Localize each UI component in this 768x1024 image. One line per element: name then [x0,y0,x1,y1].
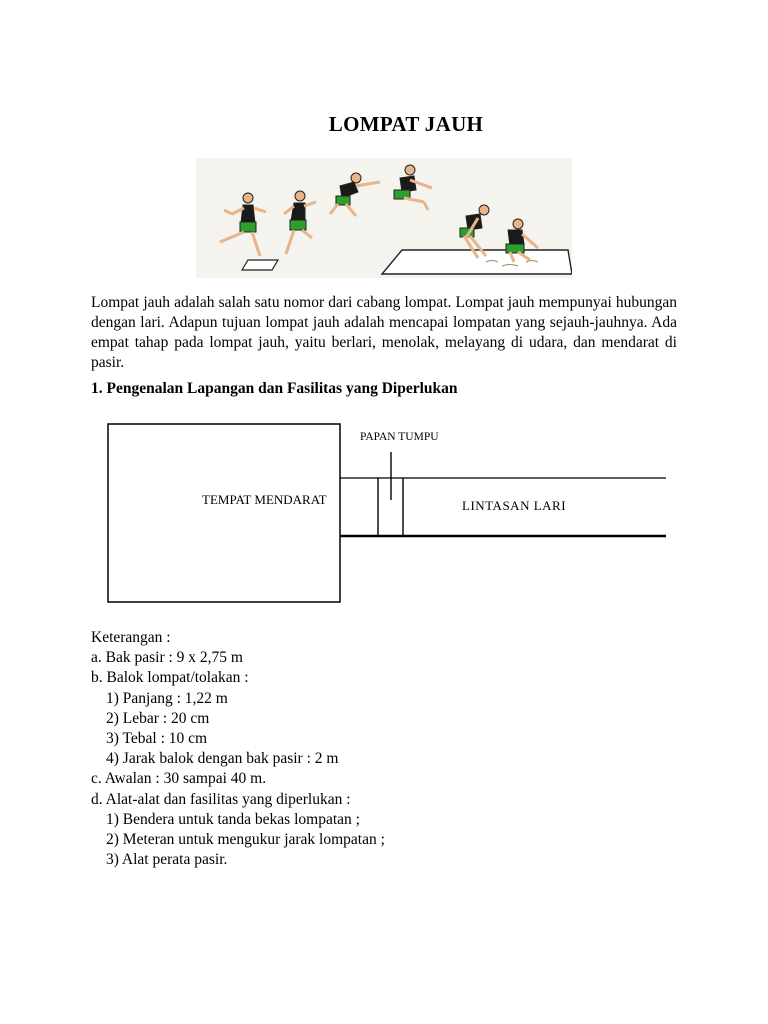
runway-label: LINTASAN LARI [462,498,567,513]
legend-item-d2: 2) Meteran untuk mengukur jarak lompatan ; [106,831,385,849]
legend-heading: Keterangan : [91,629,171,646]
landing-area-label: TEMPAT MENDARAT [202,492,327,507]
legend-item-d: d. Alat-alat dan fasilitas yang diperlukan : [91,790,351,808]
landing-area-box [108,424,340,602]
legend-list [91,628,591,870]
section-1-heading: 1. Pengenalan Lapangan dan Fasilitas yang Diperlukan [91,380,458,397]
takeoff-board-label: PAPAN TUMPU [360,431,439,443]
legend-item-d1: 1) Bendera untuk tanda bekas lompatan ; [106,810,360,828]
legend-item-c: c. Awalan : 30 sampai 40 m. [91,770,267,788]
legend-item-d3: 3) Alat perata pasir. [106,851,228,869]
legend-item-a: a. Bak pasir : 9 x 2,75 m [91,649,243,667]
field-layout-diagram [100,418,672,608]
legend-item-b3: 3) Tebal : 10 cm [106,730,208,748]
long-jump-phases-illustration [196,158,572,278]
legend-item-b: b. Balok lompat/tolakan : [91,669,249,687]
page-title: LOMPAT JAUH [328,112,484,136]
intro-paragraph: Lompat jauh adalah salah satu nomor dari cabang lompat. Lompat jauh mempunyai hubungan dengan lari. Adapun tujuan lompat jauh adalah mencapai lompatan yang sejauh-jauhnya. Ada empat tahap pada lompat jauh, yaitu berlari, menolak, melayang di udara, dan mendarat di pasir. [91,294,677,371]
legend-item-b4: 4) Jarak balok dengan bak pasir : 2 m [106,750,339,768]
legend-item-b2: 2) Lebar : 20 cm [106,709,210,727]
legend-item-b1: 1) Panjang : 1,22 m [106,689,228,707]
